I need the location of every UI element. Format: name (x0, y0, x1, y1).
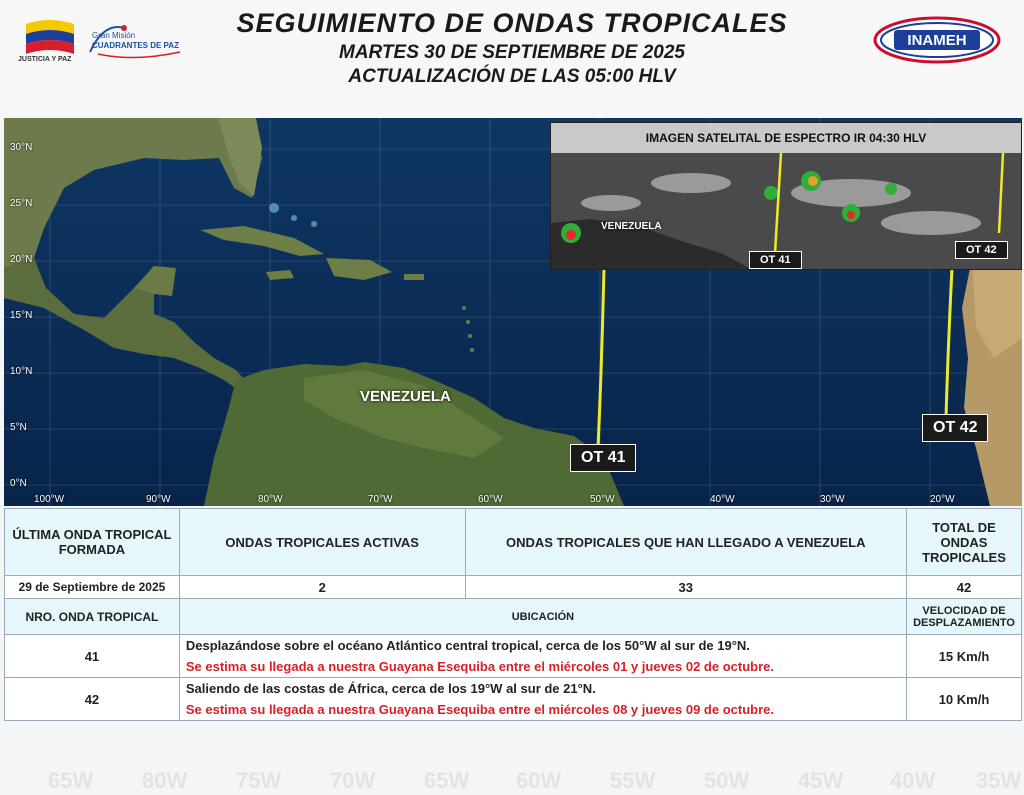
wave-location-cell (179, 678, 906, 721)
page-update-time: ACTUALIZACIÓN DE LAS 05:00 HLV (348, 66, 676, 87)
summary-values-row (5, 576, 1022, 599)
background-label: 75W (236, 768, 282, 793)
background-label: 40W (890, 768, 936, 793)
wave-number: 42 (5, 678, 180, 721)
wave-speed: 15 Km/h (906, 635, 1021, 678)
lon-label: 80°W (258, 494, 283, 505)
subheader-speed: VELOCIDAD DE DESPLAZAMIENTO (906, 599, 1021, 635)
lon-label: 60°W (478, 494, 503, 505)
tropical-waves-map (4, 118, 1022, 506)
wave-arrival-estimate: Se estima su llegada a nuestra Guayana Esequiba entre el miércoles 01 y jueves 02 de octubre. (185, 659, 774, 674)
logo-mid-line2: CUADRANTES DE PAZ (92, 41, 179, 50)
lat-label: 0°N (10, 478, 27, 489)
table-row (5, 678, 1022, 721)
inset-wave-tag-ot41: OT 41 (749, 251, 802, 269)
inameh-logo (872, 14, 1002, 66)
lon-label: 50°W (590, 494, 615, 505)
header-arrived-waves: ONDAS TROPICALES QUE HAN LLEGADO A VENEZUELA (465, 509, 906, 576)
header (0, 0, 1024, 118)
subheader-location: UBICACIÓN (179, 599, 906, 635)
lon-label: 30°W (820, 494, 845, 505)
logo-right-text: INAMEH (907, 32, 967, 49)
tropical-waves-table (4, 508, 1022, 721)
lon-label: 100°W (34, 494, 65, 505)
wave-tag-ot41: OT 41 (570, 444, 636, 472)
value-last-wave-date: 29 de Septiembre de 2025 (5, 576, 180, 599)
logo-mid-line1: Gran Misión (92, 31, 136, 40)
subheader-number: NRO. ONDA TROPICAL (5, 599, 180, 635)
wave-location-cell (179, 635, 906, 678)
table-row (5, 635, 1022, 678)
background-label: 55W (610, 768, 656, 793)
background-label: 65W (424, 768, 470, 793)
background-label: 70W (330, 768, 376, 793)
inset-wave-tag-ot42: OT 42 (955, 241, 1008, 259)
inset-country-label: VENEZUELA (601, 221, 662, 232)
country-label: VENEZUELA (360, 388, 451, 405)
header-last-wave: ÚLTIMA ONDA TROPICAL FORMADA (5, 509, 180, 576)
background-label: 65W (48, 768, 94, 793)
header-active-waves: ONDAS TROPICALES ACTIVAS (179, 509, 465, 576)
detail-header-row (5, 599, 1022, 635)
page-date: MARTES 30 DE SEPTIEMBRE DE 2025 (339, 42, 685, 63)
lat-label: 25°N (10, 198, 33, 209)
wave-tag-ot42: OT 42 (922, 414, 988, 442)
wave-speed: 10 Km/h (906, 678, 1021, 721)
wave-location: Desplazándose sobre el océano Atlántico central tropical, cerca de los 50°W al sur de 19°N. (185, 638, 750, 653)
summary-header-row (5, 509, 1022, 576)
inset-title: IMAGEN SATELITAL DE ESPECTRO IR 04:30 HLV (551, 123, 1021, 153)
value-active-waves: 2 (179, 576, 465, 599)
satellite-inset (550, 122, 1022, 270)
logo-left-text: JUSTICIA Y PAZ (18, 56, 72, 63)
lat-label: 10°N (10, 366, 33, 377)
lat-label: 30°N (10, 142, 33, 153)
lon-label: 90°W (146, 494, 171, 505)
wave-number: 41 (5, 635, 180, 678)
background-label: 60W (516, 768, 562, 793)
wave-location: Saliendo de las costas de África, cerca de los 19°W al sur de 21°N. (185, 681, 596, 696)
background-label: 45W (798, 768, 844, 793)
value-total-waves: 42 (906, 576, 1021, 599)
lon-label: 40°W (710, 494, 735, 505)
value-arrived-waves: 33 (465, 576, 906, 599)
wave-arrival-estimate: Se estima su llegada a nuestra Guayana Esequiba entre el miércoles 08 y jueves 09 de octubre. (185, 702, 774, 717)
lon-label: 20°W (930, 494, 955, 505)
lat-label: 5°N (10, 422, 27, 433)
page-title: SEGUIMIENTO DE ONDAS TROPICALES (236, 8, 788, 38)
lon-label: 70°W (368, 494, 393, 505)
lat-label: 15°N (10, 310, 33, 321)
background-label: 50W (704, 768, 750, 793)
background-label: 35W (976, 768, 1022, 793)
lat-label: 20°N (10, 254, 33, 265)
header-total-waves: TOTAL DE ONDAS TROPICALES (906, 509, 1021, 576)
background-label: 80W (142, 768, 188, 793)
